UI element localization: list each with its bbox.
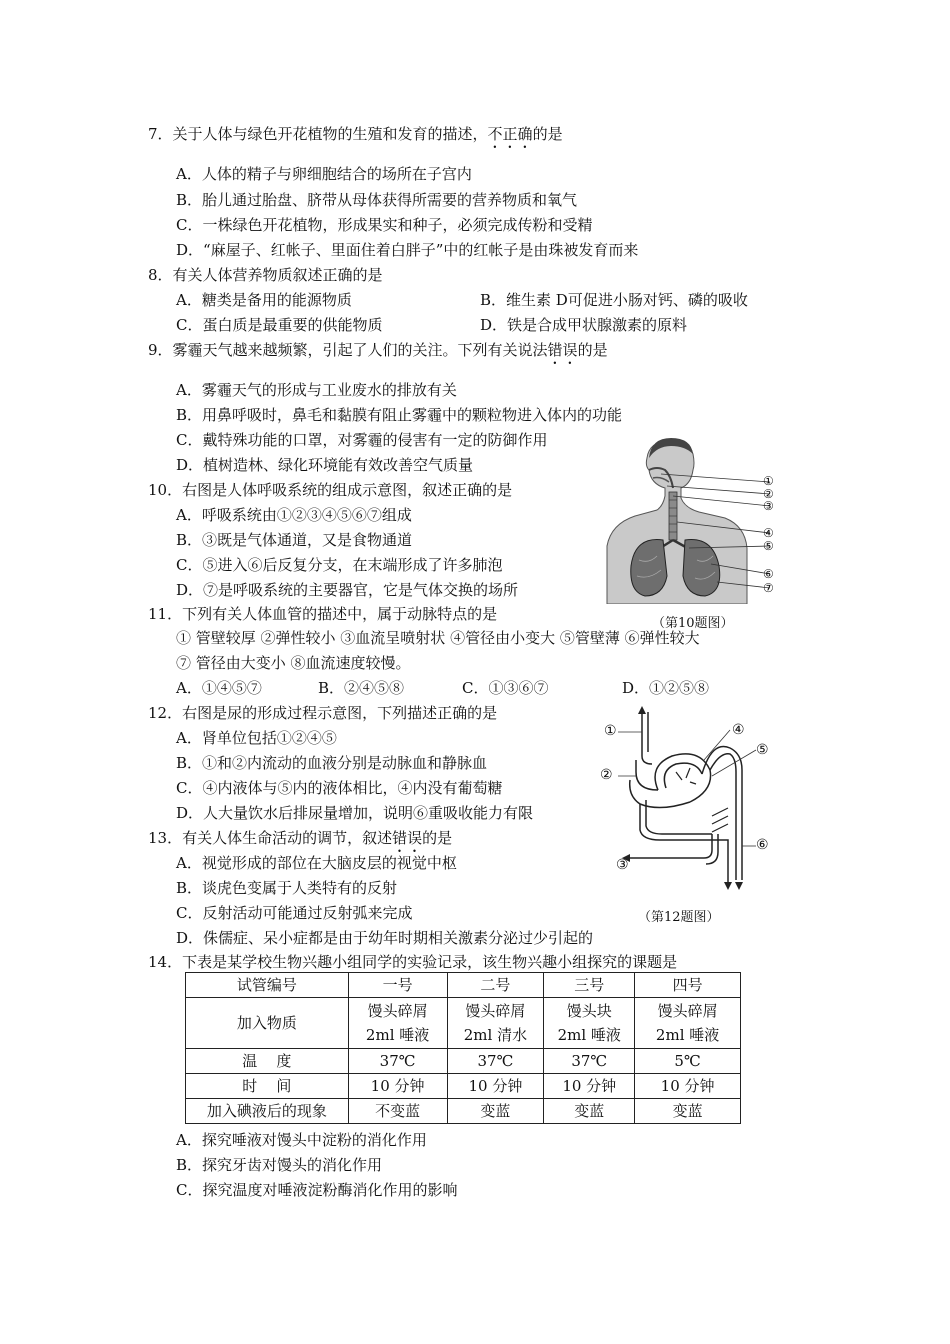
table-cell: 5℃ [635, 1049, 741, 1074]
nephron-label-5: ⑤ [756, 742, 769, 758]
resp-label-6: ⑥ [763, 567, 774, 581]
q10-option-a: A．呼吸系统由①②③④⑤⑥⑦组成 [176, 506, 412, 524]
resp-label-1: ① [763, 474, 774, 488]
respiratory-system-figure [605, 436, 785, 604]
table-header-cell: 试管编号 [186, 973, 349, 998]
q11-option-a: A．①④⑤⑦ [176, 679, 262, 697]
q11-stem: 11．下列有关人体血管的描述中，属于动脉特点的是 [148, 605, 498, 623]
table-cell: 馒头块 2ml 唾液 [544, 998, 635, 1049]
q7-stem: 7．关于人体与绿色开花植物的生殖和发育的描述，不正确的是 [148, 125, 563, 143]
q10-option-c: C．⑤进入⑥后反复分支，在末端形成了许多肺泡 [176, 556, 503, 574]
q12-option-c: C．④内液体与⑤内的液体相比，④内没有葡萄糖 [176, 779, 503, 797]
q7-option-a: A．人体的精子与卵细胞结合的场所在子宫内 [176, 165, 472, 183]
table-cell: 变蓝 [544, 1099, 635, 1124]
q8-stem: 8．有关人体营养物质叙述正确的是 [148, 266, 383, 284]
table-header-cell: 一号 [348, 973, 447, 998]
q10-option-b: B．③既是气体通道，又是食物通道 [176, 531, 413, 549]
q12-option-d: D．人大量饮水后排尿量增加，说明⑥重吸收能力有限 [176, 804, 534, 822]
q7-option-c: C．一株绿色开花植物，形成果实和种子，必须完成传粉和受精 [176, 216, 593, 234]
table-cell: 10 分钟 [348, 1074, 447, 1099]
table-header-cell: 二号 [447, 973, 544, 998]
table-row [186, 1074, 741, 1099]
table-cell: 37℃ [544, 1049, 635, 1074]
table-cell: 变蓝 [635, 1099, 741, 1124]
q11-items-line1: ① 管壁较厚 ②弹性较小 ③血流呈喷射状 ④管径由小变大 ⑤管壁薄 ⑥弹性较大 [176, 629, 700, 647]
table-header-cell: 四号 [635, 973, 741, 998]
q14-option-a: A．探究唾液对馒头中淀粉的消化作用 [176, 1131, 427, 1149]
q11-items-line2: ⑦ 管径由大变小 ⑧血流速度较慢。 [176, 654, 411, 672]
q10-stem: 10．右图是人体呼吸系统的组成示意图，叙述正确的是 [148, 481, 513, 499]
q10-option-d: D．⑦是呼吸系统的主要器官，它是气体交换的场所 [176, 581, 519, 599]
experiment-table [185, 972, 741, 1124]
table-row [186, 1049, 741, 1074]
q11-option-b: B．②④⑤⑧ [318, 679, 405, 697]
q14-option-b: B．探究牙齿对馒头的消化作用 [176, 1156, 383, 1174]
q11-option-c: C．①③⑥⑦ [462, 679, 549, 697]
q8-option-c: C．蛋白质是最重要的供能物质 [176, 316, 383, 334]
q9-emphasis: 错误 [547, 341, 578, 359]
q7-option-d: D．“麻屋子、红帐子、里面住着白胖子”中的红帐子是由珠被发育而来 [176, 241, 639, 259]
table-cell: 温 度 [186, 1049, 349, 1074]
table-row [186, 973, 741, 998]
q9-option-a: A．雾霾天气的形成与工业废水的排放有关 [176, 381, 457, 399]
table-cell: 10 分钟 [544, 1074, 635, 1099]
q8-option-a: A．糖类是备用的能源物质 [176, 291, 352, 309]
q8-option-d: D．铁是合成甲状腺激素的原料 [480, 316, 688, 334]
nephron-label-4: ④ [732, 722, 745, 738]
q9-option-b: B．用鼻呼吸时，鼻毛和黏膜有阻止雾霾中的颗粒物进入体内的功能 [176, 406, 623, 424]
q12-figure-caption: （第12题图） [638, 910, 720, 925]
q12-stem: 12．右图是尿的形成过程示意图，下列描述正确的是 [148, 704, 498, 722]
q13-option-b: B．谈虎色变属于人类特有的反射 [176, 879, 398, 897]
q12-option-b: B．①和②内流动的血液分别是动脉血和静脉血 [176, 754, 488, 772]
table-cell: 馒头碎屑 2ml 清水 [447, 998, 544, 1049]
nephron-label-6: ⑥ [756, 837, 769, 853]
table-cell: 37℃ [447, 1049, 544, 1074]
q7-option-b: B．胎儿通过胎盘、脐带从母体获得所需要的营养物质和氧气 [176, 191, 578, 209]
q7-emphasis: 不正确 [487, 125, 533, 143]
resp-label-3: ③ [763, 499, 774, 513]
q13-option-c: C．反射活动可能通过反射弧来完成 [176, 904, 413, 922]
nephron-label-1: ① [604, 723, 617, 739]
q11-option-d: D．①②⑤⑧ [622, 679, 710, 697]
table-header-cell: 三号 [544, 973, 635, 998]
q14-stem: 14．下表是某学校生物兴趣小组同学的实验记录，该生物兴趣小组探究的课题是 [148, 953, 678, 971]
q13-emphasis: 错误 [392, 829, 423, 847]
table-cell: 时 间 [186, 1074, 349, 1099]
q12-option-a: A．肾单位包括①②④⑤ [176, 729, 337, 747]
table-cell: 37℃ [348, 1049, 447, 1074]
table-row [186, 1099, 741, 1124]
q9-option-c: C．戴特殊功能的口罩，对雾霾的侵害有一定的防御作用 [176, 431, 548, 449]
q9-option-d: D．植树造林、绿化环境能有效改善空气质量 [176, 456, 474, 474]
q13-option-a: A．视觉形成的部位在大脑皮层的视觉中枢 [176, 854, 457, 872]
q9-stem: 9．雾霾天气越来越频繁，引起了人们的关注。下列有关说法错误的是 [148, 341, 608, 359]
resp-label-2: ② [763, 487, 774, 501]
resp-label-5: ⑤ [763, 539, 774, 553]
q13-stem: 13．有关人体生命活动的调节，叙述错误的是 [148, 829, 453, 847]
table-cell: 10 分钟 [447, 1074, 544, 1099]
q14-option-c: C．探究温度对唾液淀粉酶消化作用的影响 [176, 1181, 458, 1199]
table-row [186, 998, 741, 1049]
table-cell: 馒头碎屑 2ml 唾液 [635, 998, 741, 1049]
table-cell: 不变蓝 [348, 1099, 447, 1124]
table-cell: 馒头碎屑 2ml 唾液 [348, 998, 447, 1049]
nephron-label-2: ② [600, 767, 613, 783]
nephron-label-3: ③ [616, 857, 629, 873]
q13-option-d: D．侏儒症、呆小症都是由于幼年时期相关激素分泌过少引起的 [176, 929, 594, 947]
table-cell: 加入物质 [186, 998, 349, 1049]
table-cell: 加入碘液后的现象 [186, 1099, 349, 1124]
q10-figure-caption: （第10题图） [652, 616, 734, 631]
resp-label-4: ④ [763, 526, 774, 540]
q8-option-b: B．维生素 D可促进小肠对钙、磷的吸收 [480, 291, 748, 309]
table-cell: 变蓝 [447, 1099, 544, 1124]
resp-label-7: ⑦ [763, 581, 774, 595]
table-cell: 10 分钟 [635, 1074, 741, 1099]
